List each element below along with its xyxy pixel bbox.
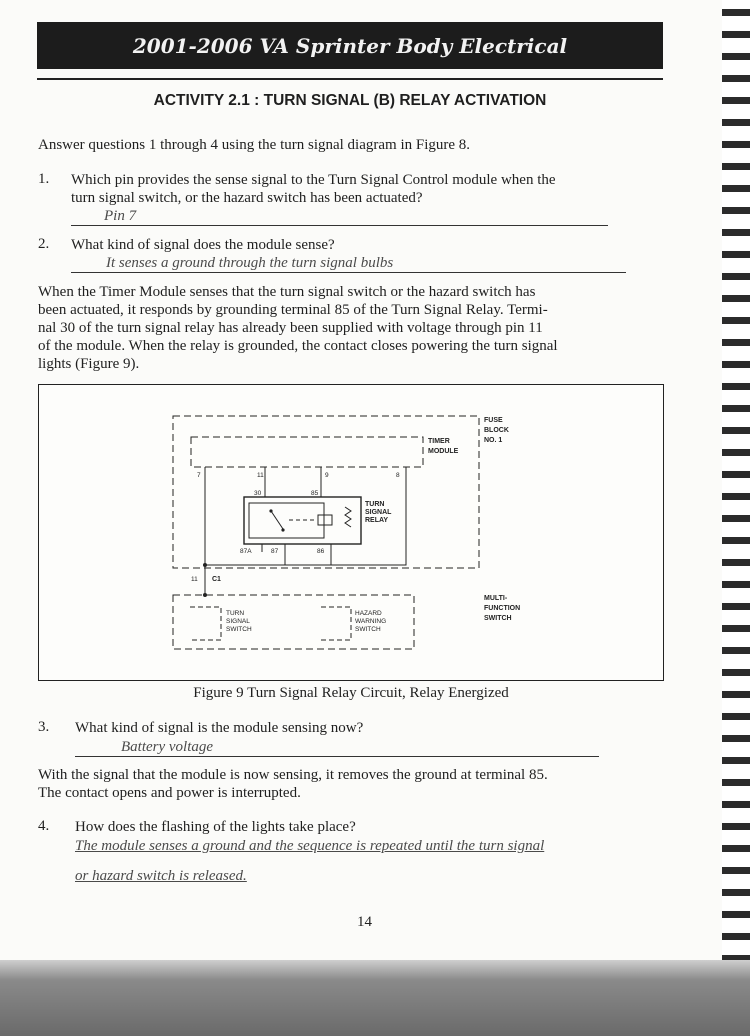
- pin-8-label: 8: [396, 472, 400, 479]
- question-1-line-2: turn signal switch, or the hazard switch has been actuated?: [71, 190, 423, 206]
- contact-dot-a: [269, 509, 272, 512]
- paragraph-1-line-1: When the Timer Module senses that the turn signal switch or the hazard switch has: [38, 284, 536, 300]
- question-4-answer-line-1: The module senses a ground and the sequence is repeated until the turn signal: [75, 838, 545, 854]
- fuse-block-label-2: BLOCK: [484, 427, 509, 434]
- fuse-block-label-3: NO. 1: [484, 437, 503, 444]
- pin-30-label: 30: [254, 490, 262, 497]
- paragraph-1-line-4: of the module. When the relay is grounded, the contact closes powering the turn signal: [38, 338, 558, 354]
- question-3-line-1: What kind of signal is the module sensing now?: [75, 720, 364, 736]
- multi-function-label-3: SWITCH: [484, 615, 512, 622]
- question-2-answer: It senses a ground through the turn signal bulbs: [71, 254, 626, 273]
- question-2-number: 2.: [38, 236, 50, 252]
- timer-module-label-2: MODULE: [428, 448, 459, 455]
- pin-11-connector-label: 11: [191, 576, 198, 583]
- scan-shadow: [0, 960, 750, 1036]
- pin-11-label: 11: [257, 472, 264, 479]
- pin-87a-label: 87A: [240, 548, 252, 555]
- fuse-block-label-1: FUSE: [484, 417, 503, 424]
- figure-caption: Figure 9 Turn Signal Relay Circuit, Relay Energized: [193, 685, 509, 701]
- header-title: 2001-2006 VA Sprinter Body Electrical: [132, 33, 568, 58]
- header-banner: [37, 22, 663, 69]
- header-divider: [37, 78, 663, 80]
- multi-function-label-1: MULTI-: [484, 595, 508, 602]
- timer-module-outline: [191, 437, 423, 467]
- relay-label-3: RELAY: [365, 517, 389, 524]
- paragraph-1-line-3: nal 30 of the turn signal relay has already been supplied with voltage through pin 11: [38, 320, 543, 336]
- turn-switch-label-3: SWITCH: [226, 626, 252, 633]
- page-number: 14: [357, 914, 372, 930]
- question-3-number: 3.: [38, 719, 50, 735]
- activity-title: ACTIVITY 2.1 : TURN SIGNAL (B) RELAY ACTIVATION: [153, 92, 547, 109]
- junction-dot: [203, 563, 207, 567]
- paragraph-2-line-1: With the signal that the module is now sensing, it removes the ground at terminal 85.: [38, 767, 548, 783]
- splice-dot: [203, 593, 207, 597]
- turn-switch-label-1: TURN: [226, 610, 245, 617]
- paragraph-1-line-2: been actuated, it responds by grounding terminal 85 of the Turn Signal Relay. Termi-: [38, 302, 548, 318]
- pin-85-label: 85: [311, 490, 319, 497]
- turn-switch-label-2: SIGNAL: [226, 618, 250, 625]
- turn-signal-switch-box: [190, 607, 221, 640]
- relay-diode: [345, 507, 351, 527]
- wiring-diagram: [39, 385, 665, 682]
- relay-coil: [318, 515, 332, 525]
- paragraph-2-line-2: The contact opens and power is interrupted.: [38, 785, 301, 801]
- relay-label-2: SIGNAL: [365, 509, 392, 516]
- relay-label-1: TURN: [365, 501, 385, 508]
- connector-label: C1: [212, 576, 221, 583]
- pin-87-label: 87: [271, 548, 279, 555]
- question-1-number: 1.: [38, 171, 50, 187]
- question-4-number: 4.: [38, 818, 50, 834]
- question-2-line-1: What kind of signal does the module sense?: [71, 237, 335, 253]
- hazard-switch-label-1: HAZARD: [355, 610, 382, 617]
- multi-function-label-2: FUNCTION: [484, 605, 521, 612]
- timer-module-label-1: TIMER: [428, 438, 450, 445]
- hazard-switch-label-3: SWITCH: [355, 626, 381, 633]
- contact-dot-b: [281, 528, 284, 531]
- pin-7-label: 7: [197, 472, 201, 479]
- question-1-line-1: Which pin provides the sense signal to the Turn Signal Control module when the: [71, 172, 556, 188]
- pin-86-label: 86: [317, 548, 325, 555]
- paragraph-1-line-5: lights (Figure 9).: [38, 356, 140, 372]
- question-3-answer: Battery voltage: [75, 738, 599, 757]
- pin-9-label: 9: [325, 472, 329, 479]
- question-4-answer-line-2: or hazard switch is released.: [75, 868, 247, 884]
- hazard-switch-box: [321, 607, 351, 640]
- hazard-switch-label-2: WARNING: [355, 618, 387, 625]
- intro-text: Answer questions 1 through 4 using the turn signal diagram in Figure 8.: [38, 137, 471, 153]
- pin-7-wire: [205, 467, 406, 565]
- question-4-line-1: How does the flashing of the lights take place?: [75, 819, 356, 835]
- relay-contact: [271, 511, 283, 529]
- figure-9-diagram: [38, 384, 664, 681]
- spiral-binding: [722, 0, 750, 1036]
- question-1-answer: Pin 7: [71, 207, 608, 226]
- relay-box: [244, 497, 361, 544]
